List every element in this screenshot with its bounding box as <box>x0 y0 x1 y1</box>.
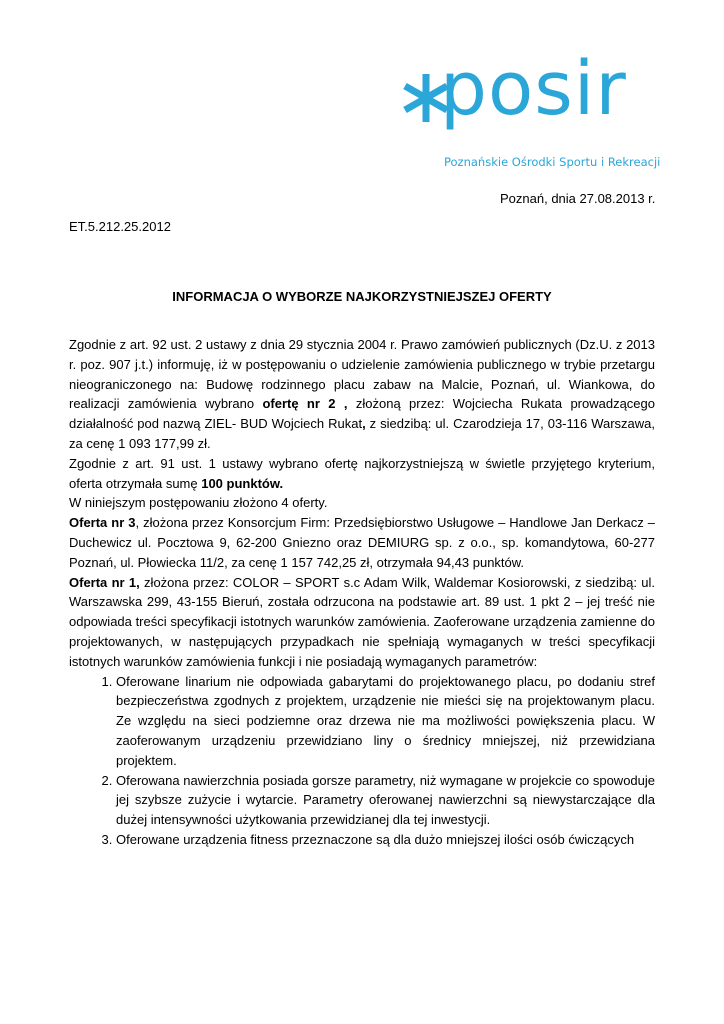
text-run: złożoną przez: Wojciecha Rukata prowadzącego działalność pod nazwą ZIEL- BUD Wojciech Rukat <box>69 396 655 432</box>
text-run-bold: 100 punktów. <box>201 475 284 491</box>
logo-tagline: Poznańskie Ośrodki Sportu i Rekreacji <box>444 155 661 169</box>
paragraph-offer-count: W niniejszym postępowaniu złożono 4 oferty. <box>69 495 328 511</box>
list-item: 3. Oferowane urządzenia fitness przeznaczone są dla dużo mniejszej ilości osób ćwiczących <box>116 830 655 850</box>
rejection-reasons-list <box>69 672 655 850</box>
reference-number: ET.5.212.25.2012 <box>69 219 171 234</box>
list-item: 1. Oferowane linarium nie odpowiada gabarytami do projektowanego placu, po dodaniu stref bezpieczeństwa zgodnych z projektem, urządzenie nie mieści się na projektowanym placu. Ze względu na sieci podziemne oraz drzewa nie ma możliwości powiększenia placu. W zaoferowanym urządzeniu przewidziano liny o średnicy mniejszej, niż przewidziana projektem. <box>116 672 655 771</box>
paragraph-offer-1 <box>69 573 655 672</box>
text-run: , złożona przez Konsorcjum Firm: Przedsiębiorstwo Usługowe – Handlowe Jan Derkacz – Duchewicz ul. Pocztowa 9, 62-200 Gniezno oraz DEMIURG sp. z o.o., sp. komandytowa, 60-277 Poznań, ul. Płowiecka 11/2, za cenę 1 157 742,25 zł, otrzymała 94,43 punktów. <box>69 515 655 570</box>
paragraph-offer-3 <box>69 513 655 572</box>
date-line: Poznań, dnia 27.08.2013 r. <box>500 191 656 206</box>
document-title: INFORMACJA O WYBORZE NAJKORZYSTNIEJSZEJ OFERTY <box>172 289 552 304</box>
document-body <box>69 335 655 850</box>
text-run-bold: ofertę nr 2 , <box>262 396 348 412</box>
text-run-bold: , <box>362 416 366 432</box>
paragraph-selection <box>69 335 655 454</box>
text-run: z siedzibą: ul. Czarodzieja 17, 03-116 Warszawa, za cenę 1 093 177,99 zł. <box>69 416 656 451</box>
posir-logo <box>396 46 666 174</box>
text-run: złożona przez: COLOR – SPORT s.c Adam Wilk, Waldemar Kosiorowski, z siedzibą: ul. Warszawska 299, 43-155 Bieruń, została odrzucona na podstawie art. 89 ust. 1 pkt 2 – jej treść nie odpowiada treści specyfikacji istotnych warunków zamówienia. Zaoferowane urządzenia zamienne do projektowanych, w następujących przypadkach nie spełniają wymaganych w treści specyfikacji istotnych warunków zamówienia funkcji i nie posiadają wymaganych parametrów: <box>69 574 655 669</box>
text-run-bold: Oferta nr 3 <box>69 515 136 531</box>
logo-wordmark: posir <box>440 46 627 132</box>
text-run: Zgodnie z art. 91 ust. 1 ustawy wybrano ofertę najkorzystniejszą w świetle przyjętego kryterium, oferta otrzymała sumę <box>69 455 655 491</box>
paragraph-score <box>69 454 655 494</box>
text-run: Zgodnie z art. 92 ust. 2 ustawy z dnia 29 stycznia 2004 r. Prawo zamówień publicznych (Dz.U. z 2013 r. poz. 907 j.t.) informuję, iż w postępowaniu o udzielenie zamówienia publicznego w trybie przetargu nieograniczonego na: Budowę rodzinnego placu zabaw na Malcie, Poznań, ul. Wiankowa, do realizacji zamówienia wybrano <box>69 337 655 412</box>
list-item: 2. Oferowana nawierzchnia posiada gorsze parametry, niż wymagane w projekcie co spowoduje jej szybsze zużycie i wytarcie. Parametry oferowanej nawierzchni są niewystarczające dla dużej intensywności użytkowania przewidzianej dla tej inwestycji. <box>116 771 655 830</box>
text-run-bold: Oferta nr 1, <box>69 574 140 590</box>
